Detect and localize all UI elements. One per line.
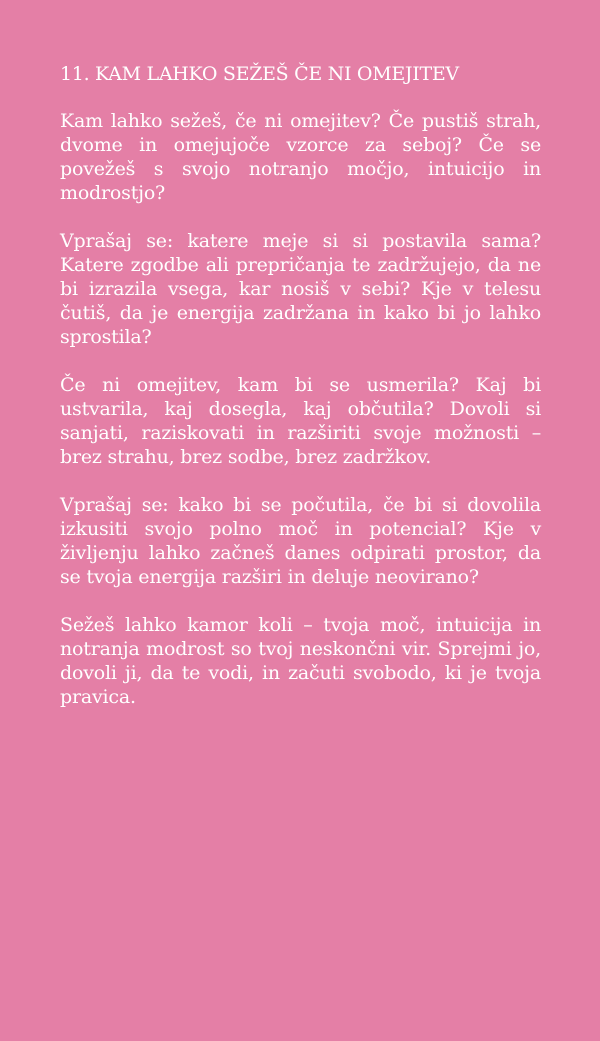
paragraph-5: Sežeš lahko kamor koli – tvoja moč, intuicija in notranja modrost so tvoj neskončni vir. Sprejmi jo, dovoli ji, da te vodi, in začuti svobodo, ki je tvoja pravica.	[60, 614, 541, 708]
paragraph-3: Če ni omejitev, kam bi se usmerila? Kaj bi ustvarila, kaj dosegla, kaj občutila? Dovoli si sanjati, raziskovati in razširiti svoje možnosti – brez strahu, brez sodbe, brez zadržkov.	[60, 374, 541, 468]
paragraph-4: Vprašaj se: kako bi se počutila, če bi si dovolila izkusiti svojo polno moč in potencial? Kje v življenju lahko začneš danes odpirati prostor, da se tvoja energija razširi in deluje neovirano?	[60, 494, 541, 588]
section-heading: 11. KAM LAHKO SEŽEŠ ČE NI OMEJITEV	[60, 63, 459, 85]
text-column	[60, 60, 541, 733]
paragraph-2: Vprašaj se: katere meje si si postavila sama? Katere zgodbe ali prepričanja te zadržujejo, da ne bi izrazila vsega, kar nosiš v sebi? Kje v telesu čutiš, da je energija zadržana in kako bi jo lahko sprostila?	[60, 230, 541, 348]
paragraph-1: Kam lahko sežeš, če ni omejitev? Če pustiš strah, dvome in omejujoče vzorce za seboj? Če se povežeš s svojo notranjo močjo, intuicijo in modrostjo?	[60, 110, 541, 204]
